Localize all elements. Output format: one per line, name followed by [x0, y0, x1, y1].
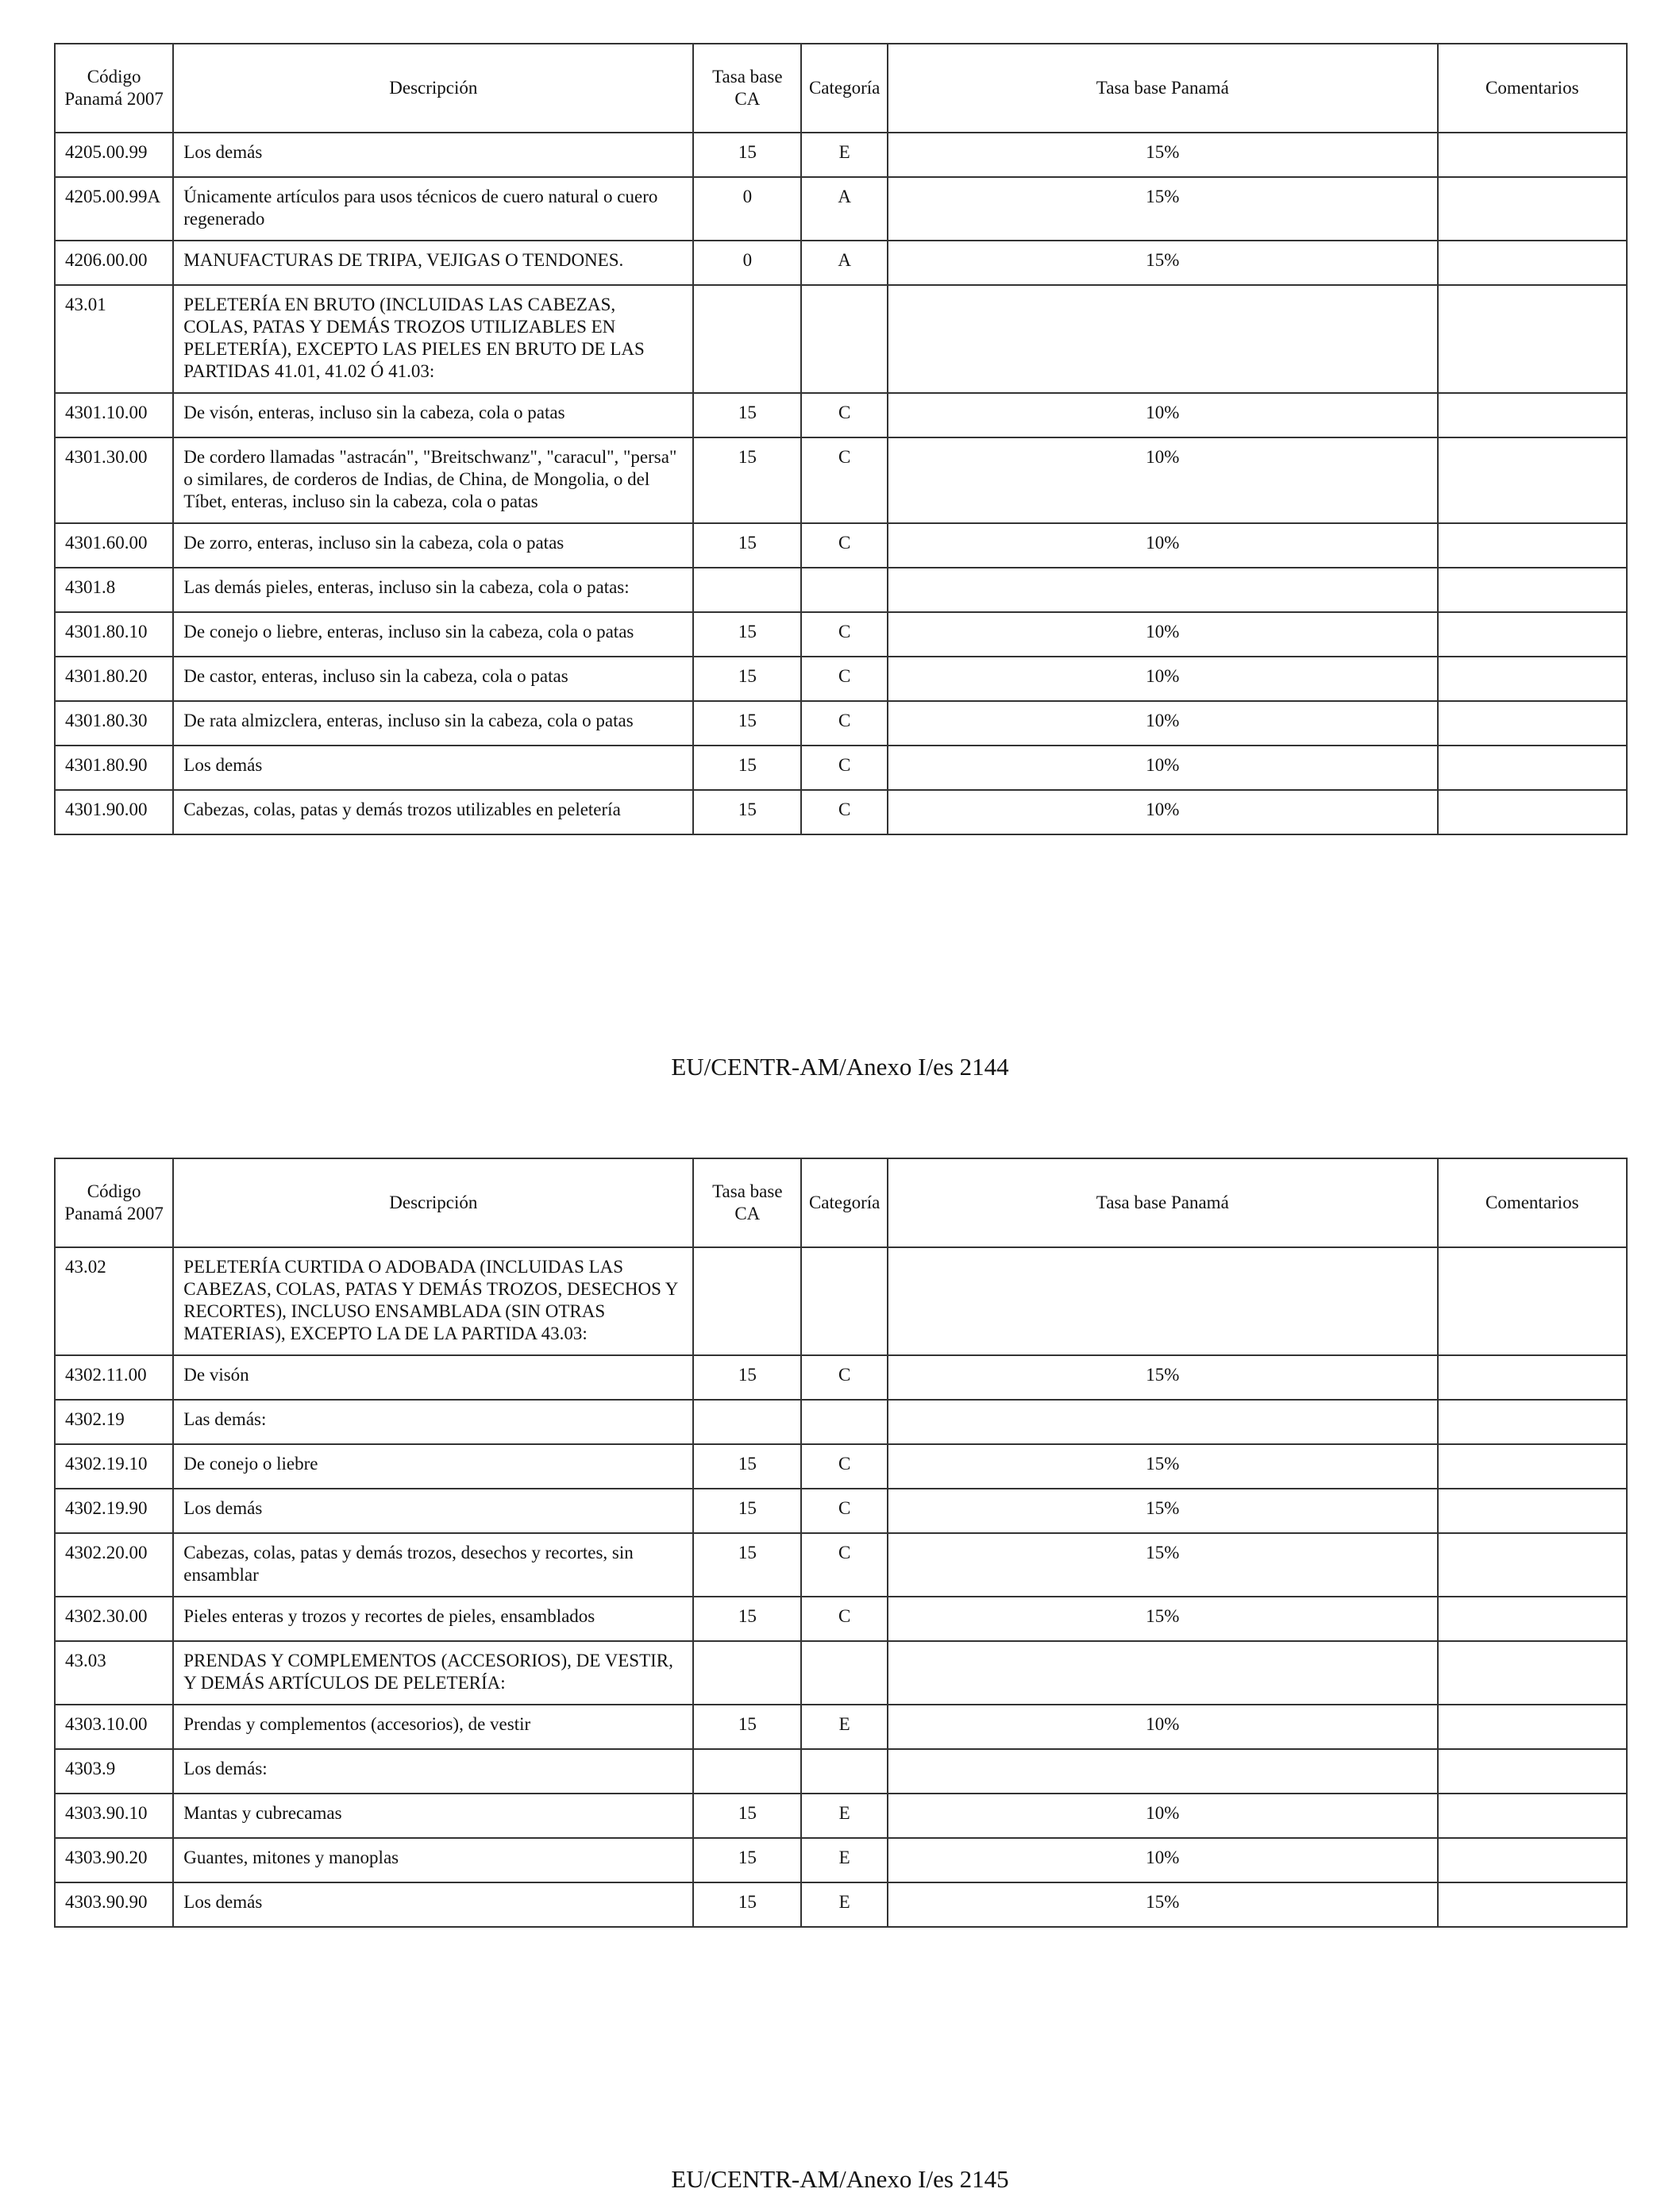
- cell-category: C: [801, 1597, 888, 1641]
- cell-comments: [1438, 1355, 1627, 1400]
- table-row: [55, 612, 1627, 657]
- cell-code: 4303.90.20: [55, 1838, 173, 1882]
- cell-description: Cabezas, colas, patas y demás trozos, desechos y recortes, sin ensamblar: [173, 1533, 693, 1597]
- table-row: [55, 241, 1627, 285]
- cell-category: [801, 1749, 888, 1794]
- header-base-panama: Tasa base Panamá: [888, 44, 1437, 133]
- cell-comments: [1438, 746, 1627, 790]
- cell-code: 4302.11.00: [55, 1355, 173, 1400]
- cell-base-panama: 15%: [888, 133, 1437, 177]
- cell-base-ca: 15: [693, 523, 801, 568]
- cell-comments: [1438, 285, 1627, 393]
- table-row: [55, 1489, 1627, 1533]
- table-row: [55, 1838, 1627, 1882]
- cell-base-ca: 15: [693, 437, 801, 523]
- cell-base-panama: [888, 1749, 1437, 1794]
- cell-category: [801, 1641, 888, 1705]
- table-row: [55, 790, 1627, 834]
- cell-comments: [1438, 701, 1627, 746]
- cell-description: De cordero llamadas "astracán", "Breitschwanz", "caracul", "persa" o similares, de corderos de Indias, de China, de Mongolia, o del Tíbet, enteras, incluso sin la cabeza, cola o patas: [173, 437, 693, 523]
- table-row: [55, 437, 1627, 523]
- page-footer: EU/CENTR-AM/Anexo I/es 2145: [671, 2165, 1009, 2193]
- table-row: [55, 285, 1627, 393]
- cell-comments: [1438, 1247, 1627, 1355]
- cell-base-ca: 15: [693, 1533, 801, 1597]
- table-row: [55, 568, 1627, 612]
- table-row: [55, 1444, 1627, 1489]
- cell-code: 4303.90.10: [55, 1794, 173, 1838]
- tariff-table: [54, 1158, 1628, 1928]
- cell-base-ca: [693, 1749, 801, 1794]
- cell-base-panama: 15%: [888, 1597, 1437, 1641]
- cell-code: 4301.80.10: [55, 612, 173, 657]
- cell-base-panama: [888, 1247, 1437, 1355]
- cell-base-panama: 10%: [888, 393, 1437, 437]
- cell-category: E: [801, 1794, 888, 1838]
- cell-base-panama: 10%: [888, 746, 1437, 790]
- header-comments: Comentarios: [1438, 1158, 1627, 1247]
- cell-description: Los demás: [173, 1489, 693, 1533]
- cell-comments: [1438, 1489, 1627, 1533]
- table-header-row: [55, 1158, 1627, 1247]
- cell-category: [801, 568, 888, 612]
- cell-code: 4302.30.00: [55, 1597, 173, 1641]
- cell-category: A: [801, 241, 888, 285]
- cell-category: E: [801, 1838, 888, 1882]
- header-base-ca: Tasa base CA: [693, 44, 801, 133]
- cell-comments: [1438, 1794, 1627, 1838]
- cell-category: E: [801, 133, 888, 177]
- cell-comments: [1438, 133, 1627, 177]
- table-row: [55, 1882, 1627, 1927]
- cell-description: Los demás: [173, 746, 693, 790]
- table-row: [55, 1533, 1627, 1597]
- cell-base-ca: 15: [693, 393, 801, 437]
- cell-category: C: [801, 393, 888, 437]
- cell-base-ca: 15: [693, 133, 801, 177]
- cell-comments: [1438, 1749, 1627, 1794]
- cell-description: De castor, enteras, incluso sin la cabeza, cola o patas: [173, 657, 693, 701]
- cell-base-ca: 15: [693, 657, 801, 701]
- table-body: [55, 1247, 1627, 1927]
- cell-description: MANUFACTURAS DE TRIPA, VEJIGAS O TENDONES.: [173, 241, 693, 285]
- cell-base-panama: 15%: [888, 1489, 1437, 1533]
- cell-base-panama: [888, 568, 1437, 612]
- cell-comments: [1438, 1597, 1627, 1641]
- cell-comments: [1438, 241, 1627, 285]
- cell-base-panama: [888, 285, 1437, 393]
- cell-base-panama: 15%: [888, 1533, 1437, 1597]
- cell-code: 4206.00.00: [55, 241, 173, 285]
- cell-description: Los demás:: [173, 1749, 693, 1794]
- cell-code: 4301.80.20: [55, 657, 173, 701]
- header-code: Código Panamá 2007: [55, 44, 173, 133]
- table-row: [55, 133, 1627, 177]
- cell-base-ca: 15: [693, 790, 801, 834]
- cell-base-panama: 10%: [888, 437, 1437, 523]
- cell-comments: [1438, 612, 1627, 657]
- cell-description: Guantes, mitones y manoplas: [173, 1838, 693, 1882]
- table-row: [55, 657, 1627, 701]
- cell-base-panama: 15%: [888, 241, 1437, 285]
- cell-base-ca: [693, 568, 801, 612]
- cell-base-ca: 15: [693, 612, 801, 657]
- cell-base-panama: 10%: [888, 701, 1437, 746]
- table-row: [55, 1749, 1627, 1794]
- cell-code: 4302.19: [55, 1400, 173, 1444]
- cell-base-panama: [888, 1641, 1437, 1705]
- cell-code: 4301.10.00: [55, 393, 173, 437]
- tariff-table: [54, 43, 1628, 835]
- cell-base-ca: 15: [693, 1794, 801, 1838]
- cell-base-panama: 10%: [888, 657, 1437, 701]
- cell-base-panama: 15%: [888, 1444, 1437, 1489]
- cell-base-panama: 15%: [888, 177, 1437, 241]
- cell-code: 4301.8: [55, 568, 173, 612]
- cell-base-panama: 10%: [888, 612, 1437, 657]
- cell-category: C: [801, 523, 888, 568]
- cell-code: 4205.00.99: [55, 133, 173, 177]
- cell-description: PELETERÍA CURTIDA O ADOBADA (INCLUIDAS LAS CABEZAS, COLAS, PATAS Y DEMÁS TROZOS, DESECHOS Y RECORTES), INCLUSO ENSAMBLADA (SIN OTRAS MATERIAS), EXCEPTO LA DE LA PARTIDA 43.03:: [173, 1247, 693, 1355]
- cell-code: 4303.9: [55, 1749, 173, 1794]
- table-row: [55, 1247, 1627, 1355]
- cell-code: 43.02: [55, 1247, 173, 1355]
- cell-comments: [1438, 1400, 1627, 1444]
- cell-description: Mantas y cubrecamas: [173, 1794, 693, 1838]
- header-code: Código Panamá 2007: [55, 1158, 173, 1247]
- cell-base-panama: 15%: [888, 1355, 1437, 1400]
- cell-comments: [1438, 523, 1627, 568]
- cell-base-ca: [693, 1641, 801, 1705]
- page-footer: EU/CENTR-AM/Anexo I/es 2144: [671, 1053, 1009, 1081]
- cell-category: C: [801, 1489, 888, 1533]
- header-description: Descripción: [173, 1158, 693, 1247]
- cell-description: Los demás: [173, 1882, 693, 1927]
- cell-base-ca: [693, 1247, 801, 1355]
- header-base-panama: Tasa base Panamá: [888, 1158, 1437, 1247]
- cell-category: [801, 285, 888, 393]
- cell-description: Pieles enteras y trozos y recortes de pieles, ensamblados: [173, 1597, 693, 1641]
- header-comments: Comentarios: [1438, 44, 1627, 133]
- cell-code: 4301.30.00: [55, 437, 173, 523]
- cell-comments: [1438, 1444, 1627, 1489]
- cell-base-ca: 15: [693, 1444, 801, 1489]
- cell-description: Prendas y complementos (accesorios), de vestir: [173, 1705, 693, 1749]
- cell-comments: [1438, 1641, 1627, 1705]
- table-row: [55, 1355, 1627, 1400]
- header-category: Categoría: [801, 44, 888, 133]
- cell-base-ca: 15: [693, 1597, 801, 1641]
- cell-base-panama: 15%: [888, 1882, 1437, 1927]
- cell-category: C: [801, 657, 888, 701]
- cell-base-panama: 10%: [888, 1705, 1437, 1749]
- cell-base-ca: 15: [693, 746, 801, 790]
- table-row: [55, 1705, 1627, 1749]
- cell-description: Únicamente artículos para usos técnicos de cuero natural o cuero regenerado: [173, 177, 693, 241]
- cell-description: De rata almizclera, enteras, incluso sin la cabeza, cola o patas: [173, 701, 693, 746]
- cell-base-ca: [693, 285, 801, 393]
- table-body: [55, 133, 1627, 834]
- cell-comments: [1438, 177, 1627, 241]
- cell-code: 4302.19.10: [55, 1444, 173, 1489]
- cell-category: E: [801, 1705, 888, 1749]
- header-description: Descripción: [173, 44, 693, 133]
- cell-code: 43.03: [55, 1641, 173, 1705]
- cell-description: De visón, enteras, incluso sin la cabeza, cola o patas: [173, 393, 693, 437]
- header-base-ca: Tasa base CA: [693, 1158, 801, 1247]
- cell-category: A: [801, 177, 888, 241]
- cell-code: 4301.80.30: [55, 701, 173, 746]
- table-row: [55, 177, 1627, 241]
- cell-base-panama: 10%: [888, 790, 1437, 834]
- cell-code: 4301.90.00: [55, 790, 173, 834]
- cell-category: E: [801, 1882, 888, 1927]
- table-row: [55, 1794, 1627, 1838]
- cell-category: C: [801, 790, 888, 834]
- cell-comments: [1438, 657, 1627, 701]
- cell-base-ca: 15: [693, 1355, 801, 1400]
- cell-comments: [1438, 393, 1627, 437]
- table-row: [55, 523, 1627, 568]
- cell-category: C: [801, 701, 888, 746]
- table-row: [55, 1641, 1627, 1705]
- cell-comments: [1438, 1838, 1627, 1882]
- table-row: [55, 701, 1627, 746]
- table-header-row: [55, 44, 1627, 133]
- table-row: [55, 1597, 1627, 1641]
- cell-category: C: [801, 612, 888, 657]
- cell-category: C: [801, 746, 888, 790]
- cell-base-ca: 15: [693, 1489, 801, 1533]
- cell-code: 43.01: [55, 285, 173, 393]
- cell-description: Las demás pieles, enteras, incluso sin la cabeza, cola o patas:: [173, 568, 693, 612]
- table-row: [55, 1400, 1627, 1444]
- cell-base-panama: [888, 1400, 1437, 1444]
- cell-description: Los demás: [173, 133, 693, 177]
- cell-base-panama: 10%: [888, 523, 1437, 568]
- cell-description: De conejo o liebre, enteras, incluso sin la cabeza, cola o patas: [173, 612, 693, 657]
- cell-comments: [1438, 1705, 1627, 1749]
- cell-base-ca: 15: [693, 1882, 801, 1927]
- cell-base-ca: 0: [693, 177, 801, 241]
- table-row: [55, 393, 1627, 437]
- cell-description: De conejo o liebre: [173, 1444, 693, 1489]
- cell-description: PRENDAS Y COMPLEMENTOS (ACCESORIOS), DE VESTIR, Y DEMÁS ARTÍCULOS DE PELETERÍA:: [173, 1641, 693, 1705]
- cell-category: [801, 1400, 888, 1444]
- cell-category: [801, 1247, 888, 1355]
- cell-category: C: [801, 1533, 888, 1597]
- cell-code: 4302.19.90: [55, 1489, 173, 1533]
- cell-description: Cabezas, colas, patas y demás trozos utilizables en peletería: [173, 790, 693, 834]
- cell-comments: [1438, 790, 1627, 834]
- cell-code: 4303.10.00: [55, 1705, 173, 1749]
- cell-code: 4302.20.00: [55, 1533, 173, 1597]
- cell-comments: [1438, 568, 1627, 612]
- table-row: [55, 746, 1627, 790]
- cell-code: 4301.80.90: [55, 746, 173, 790]
- cell-base-ca: 0: [693, 241, 801, 285]
- cell-base-panama: 10%: [888, 1794, 1437, 1838]
- cell-base-ca: 15: [693, 1838, 801, 1882]
- header-category: Categoría: [801, 1158, 888, 1247]
- cell-base-ca: 15: [693, 701, 801, 746]
- cell-base-panama: 10%: [888, 1838, 1437, 1882]
- cell-comments: [1438, 437, 1627, 523]
- cell-category: C: [801, 437, 888, 523]
- cell-comments: [1438, 1533, 1627, 1597]
- cell-base-ca: [693, 1400, 801, 1444]
- cell-code: 4301.60.00: [55, 523, 173, 568]
- cell-description: De visón: [173, 1355, 693, 1400]
- cell-code: 4303.90.90: [55, 1882, 173, 1927]
- cell-comments: [1438, 1882, 1627, 1927]
- cell-description: De zorro, enteras, incluso sin la cabeza, cola o patas: [173, 523, 693, 568]
- cell-code: 4205.00.99A: [55, 177, 173, 241]
- cell-category: C: [801, 1444, 888, 1489]
- cell-category: C: [801, 1355, 888, 1400]
- cell-base-ca: 15: [693, 1705, 801, 1749]
- cell-description: Las demás:: [173, 1400, 693, 1444]
- cell-description: PELETERÍA EN BRUTO (INCLUIDAS LAS CABEZAS, COLAS, PATAS Y DEMÁS TROZOS UTILIZABLES EN PELETERÍA), EXCEPTO LAS PIELES EN BRUTO DE LAS PARTIDAS 41.01, 41.02 Ó 41.03:: [173, 285, 693, 393]
